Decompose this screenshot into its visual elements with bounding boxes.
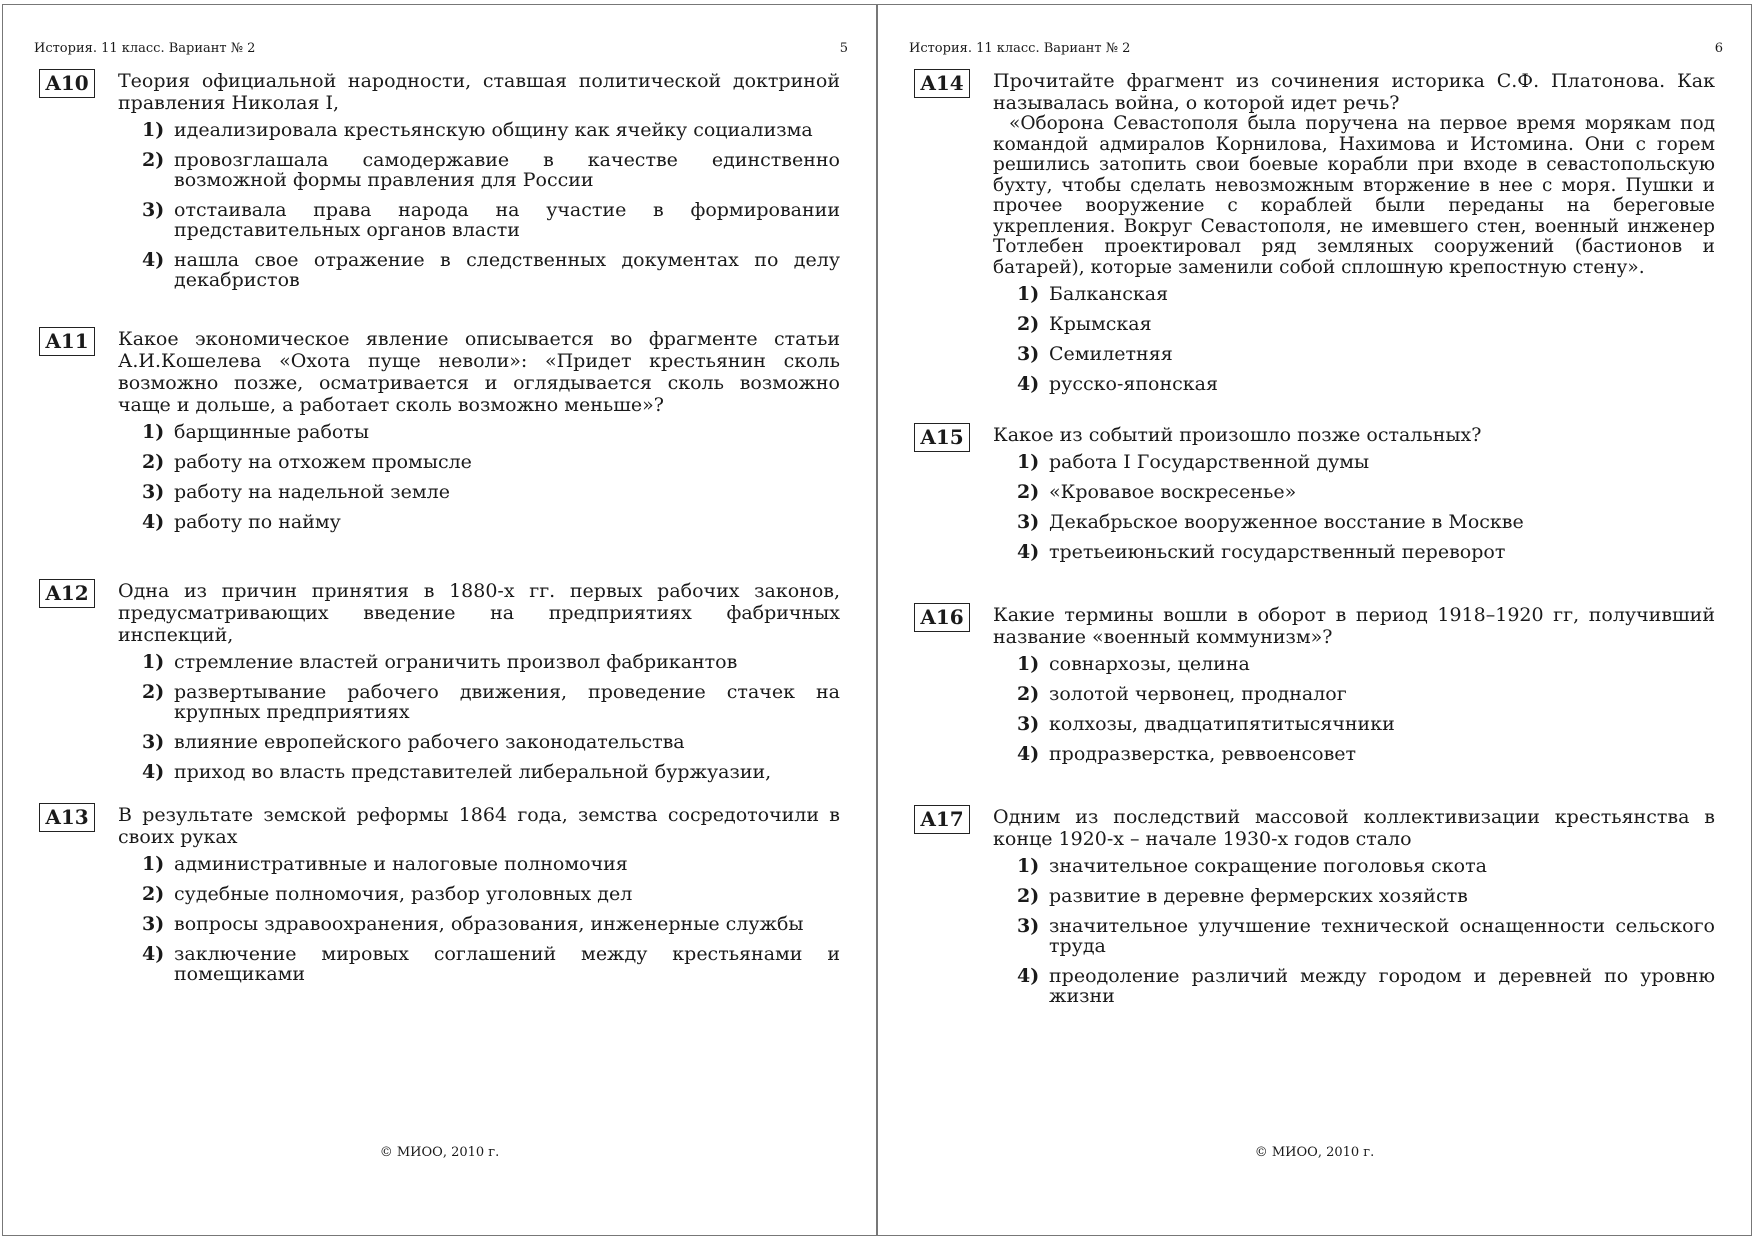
option-text: провозглашала самодержавие в качестве единственно возможной формы правления для России xyxy=(174,149,840,191)
option-text: значительное улучшение технической оснащенности сельского труда xyxy=(1049,915,1715,957)
option-number: 3) xyxy=(1017,343,1040,365)
option-number: 4) xyxy=(142,761,165,783)
question-text: Одна из причин принятия в 1880-х гг. первых рабочих законов, предусматривающих введение на предприятиях фабричных инспекций, xyxy=(118,580,840,646)
page-footer: © МИОО, 2010 г. xyxy=(379,1145,500,1160)
page-footer: © МИОО, 2010 г. xyxy=(1254,1145,1375,1160)
option-text: работу по найму xyxy=(174,511,341,533)
option-number: 3) xyxy=(142,913,165,935)
option-text: развертывание рабочего движения, проведение стачек на крупных предприятиях xyxy=(174,681,840,723)
option-text: Семилетняя xyxy=(1049,343,1173,365)
answer-option[interactable] xyxy=(993,542,1715,562)
task-code: A14 xyxy=(914,69,970,98)
answer-options xyxy=(993,856,1715,1006)
answer-options xyxy=(118,120,840,290)
option-number: 2) xyxy=(142,451,165,473)
option-number: 2) xyxy=(1017,885,1040,907)
answer-option[interactable] xyxy=(118,762,840,782)
answer-options xyxy=(993,452,1715,562)
answer-option[interactable] xyxy=(993,714,1715,734)
answer-option[interactable] xyxy=(993,916,1715,956)
option-number: 2) xyxy=(1017,481,1040,503)
answer-option[interactable] xyxy=(118,150,840,190)
question-text: Какие термины вошли в оборот в период 1918–1920 гг, получивший название «военный коммунизм»? xyxy=(993,604,1715,648)
option-text: продразверстка, реввоенсовет xyxy=(1049,743,1357,765)
question-text: В результате земской реформы 1864 года, земства сосредоточили в своих руках xyxy=(118,804,840,848)
option-number: 2) xyxy=(142,681,165,703)
option-text: «Кровавое воскресенье» xyxy=(1049,481,1297,503)
question-text: Какое из событий произошло позже остальных? xyxy=(993,424,1482,446)
answer-options xyxy=(118,652,840,782)
answer-option[interactable] xyxy=(993,966,1715,1006)
answer-option[interactable] xyxy=(118,944,840,984)
option-text: административные и налоговые полномочия xyxy=(174,853,628,875)
option-number: 1) xyxy=(142,421,165,443)
question-text: Теория официальной народности, ставшая политической доктриной правления Николая I, xyxy=(118,70,840,114)
answer-option[interactable] xyxy=(993,512,1715,532)
option-text: Декабрьское вооруженное восстание в Москве xyxy=(1049,511,1524,533)
running-header xyxy=(909,41,1723,59)
option-text: русско-японская xyxy=(1049,373,1218,395)
task-code: A10 xyxy=(39,69,95,98)
option-number: 1) xyxy=(1017,451,1040,473)
task-code: A11 xyxy=(39,327,95,356)
option-number: 1) xyxy=(1017,653,1040,675)
option-number: 1) xyxy=(1017,283,1040,305)
task-code: A17 xyxy=(914,805,970,834)
option-number: 3) xyxy=(142,731,165,753)
option-text: колхозы, двадцатипятитысячники xyxy=(1049,713,1395,735)
option-number: 4) xyxy=(142,943,165,965)
answer-options xyxy=(118,422,840,532)
answer-option[interactable] xyxy=(118,452,840,472)
answer-option[interactable] xyxy=(993,314,1715,334)
option-number: 3) xyxy=(142,199,165,221)
answer-option[interactable] xyxy=(118,120,840,140)
answer-option[interactable] xyxy=(118,482,840,502)
answer-option[interactable] xyxy=(993,284,1715,304)
option-text: приход во власть представителей либеральной буржуазии, xyxy=(174,761,772,783)
option-text: работу на надельной земле xyxy=(174,481,450,503)
option-number: 4) xyxy=(1017,373,1040,395)
option-text: преодоление различий между городом и деревней по уровню жизни xyxy=(1049,965,1715,1007)
answer-options xyxy=(993,284,1715,394)
option-text: нашла свое отражение в следственных документах по делу декабристов xyxy=(174,249,840,291)
option-text: судебные полномочия, разбор уголовных дел xyxy=(174,883,633,905)
answer-option[interactable] xyxy=(118,652,840,672)
page-right xyxy=(877,4,1752,1236)
answer-option[interactable] xyxy=(118,914,840,934)
task-code: A12 xyxy=(39,579,95,608)
page-number: 5 xyxy=(839,41,848,56)
answer-option[interactable] xyxy=(993,374,1715,394)
option-number: 2) xyxy=(1017,683,1040,705)
option-number: 1) xyxy=(142,651,165,673)
option-number: 1) xyxy=(142,119,165,141)
option-number: 1) xyxy=(142,853,165,875)
answer-option[interactable] xyxy=(118,250,840,290)
answer-option[interactable] xyxy=(993,856,1715,876)
option-text: работа I Государственной думы xyxy=(1049,451,1370,473)
question-text: Какое экономическое явление описывается во фрагменте статьи А.И.Кошелева «Охота пуще неволи»: «Придет крестьянин сколь возможно позже, осматривается и оглядывается сколь возможно чаще и дольше, а работает сколь возможно меньше»? xyxy=(118,328,840,416)
answer-option[interactable] xyxy=(118,732,840,752)
answer-option[interactable] xyxy=(118,200,840,240)
answer-options xyxy=(118,854,840,984)
answer-option[interactable] xyxy=(993,452,1715,472)
option-number: 2) xyxy=(142,149,165,171)
answer-option[interactable] xyxy=(118,682,840,722)
option-number: 2) xyxy=(142,883,165,905)
task-code: A13 xyxy=(39,803,95,832)
option-text: стремление властей ограничить произвол фабрикантов xyxy=(174,651,738,673)
answer-option[interactable] xyxy=(993,744,1715,764)
answer-option[interactable] xyxy=(993,482,1715,502)
question-text: Одним из последствий массовой коллективизации крестьянства в конце 1920-х – начале 1930-х годов стало xyxy=(993,806,1715,850)
option-text: влияние европейского рабочего законодательства xyxy=(174,731,685,753)
option-text: вопросы здравоохранения, образования, инженерные службы xyxy=(174,913,804,935)
page-left xyxy=(2,4,877,1236)
answer-option[interactable] xyxy=(118,854,840,874)
answer-option[interactable] xyxy=(993,684,1715,704)
task-code: A15 xyxy=(914,423,970,452)
answer-option[interactable] xyxy=(118,422,840,442)
option-text: совнархозы, целина xyxy=(1049,653,1250,675)
option-text: Балканская xyxy=(1049,283,1169,305)
answer-option[interactable] xyxy=(993,886,1715,906)
answer-option[interactable] xyxy=(993,344,1715,364)
answer-options xyxy=(993,654,1715,764)
option-text: работу на отхожем промысле xyxy=(174,451,472,473)
option-number: 3) xyxy=(142,481,165,503)
answer-option[interactable] xyxy=(118,512,840,532)
option-number: 3) xyxy=(1017,511,1040,533)
running-header xyxy=(34,41,848,59)
option-number: 4) xyxy=(1017,965,1040,987)
option-text: развитие в деревне фермерских хозяйств xyxy=(1049,885,1468,907)
option-text: Крымская xyxy=(1049,313,1152,335)
option-number: 4) xyxy=(142,511,165,533)
header-title: История. 11 класс. Вариант № 2 xyxy=(34,41,256,56)
task-code: A16 xyxy=(914,603,970,632)
option-number: 2) xyxy=(1017,313,1040,335)
option-number: 4) xyxy=(1017,541,1040,563)
answer-option[interactable] xyxy=(993,654,1715,674)
option-text: барщинные работы xyxy=(174,421,369,443)
option-text: значительное сокращение поголовья скота xyxy=(1049,855,1487,877)
header-title: История. 11 класс. Вариант № 2 xyxy=(909,41,1131,56)
option-number: 4) xyxy=(1017,743,1040,765)
option-number: 3) xyxy=(1017,915,1040,937)
option-text: идеализировала крестьянскую общину как ячейку социализма xyxy=(174,119,813,141)
answer-option[interactable] xyxy=(118,884,840,904)
option-text: золотой червонец, продналог xyxy=(1049,683,1347,705)
option-number: 3) xyxy=(1017,713,1040,735)
option-text: отстаивала права народа на участие в формировании представительных органов власти xyxy=(174,199,840,241)
historical-quote: «Оборона Севастополя была поручена на первое время морякам под командой адмиралов Корнилова, Нахимова и Истомина. Они с горем решились затопить свои боевые корабли при входе в севастопольскую бухту, чтобы сделать невозможным вторжение в нее с моря. Пушки и прочее вооружение с кораблей были переданы на береговые укрепления. Вокруг Севастополя, не имевшего стен, военный инженер Тотлебен проектировал ряд земляных сооружений (бастионов и батарей), которые заменили собой сплошную крепостную стену». xyxy=(993,113,1715,278)
option-number: 4) xyxy=(142,249,165,271)
option-text: заключение мировых соглашений между крестьянами и помещиками xyxy=(174,943,840,985)
question-text: Прочитайте фрагмент из сочинения историка С.Ф. Платонова. Как называлась война, о которой идет речь? xyxy=(993,70,1715,114)
option-number: 1) xyxy=(1017,855,1040,877)
option-text: третьеиюньский государственный переворот xyxy=(1049,541,1506,563)
page-number: 6 xyxy=(1714,41,1723,56)
